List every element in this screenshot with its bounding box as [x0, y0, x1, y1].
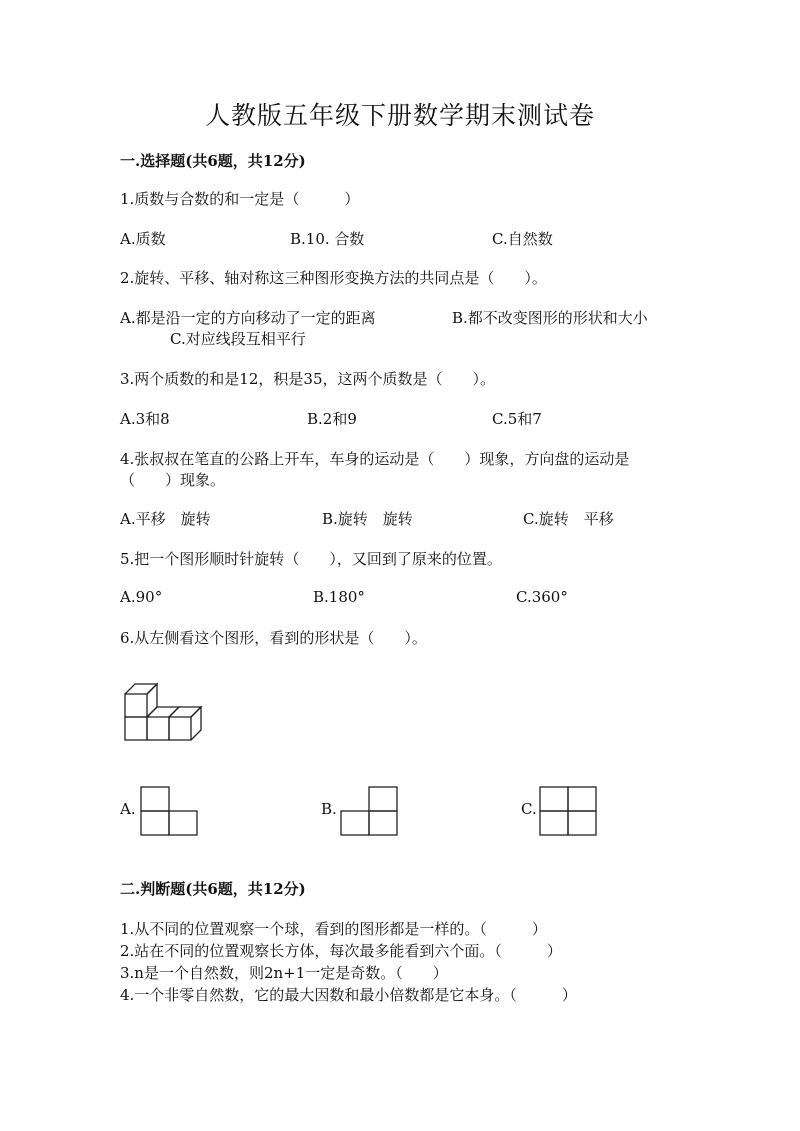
question-5-option-c: C.360° — [516, 588, 568, 606]
question-1-option-b: B.10. 合数 — [290, 230, 365, 248]
question-3-option-a: A.3和8 — [120, 410, 170, 428]
question-2-option-a: A.都是沿一定的方向移动了一定的距离 — [120, 309, 376, 327]
question-3: 3.两个质数的和是12，积是35，这两个质数是（ ）。 — [120, 370, 495, 388]
question-4-option-c: C.旋转 平移 — [523, 510, 614, 528]
question-6-option-c: C. — [521, 800, 537, 818]
question-1-option-a: A.质数 — [120, 230, 166, 248]
question-6: 6.从左侧看这个图形，看到的形状是（ ）。 — [120, 629, 427, 647]
question-5-option-a: A.90° — [120, 588, 163, 606]
question-6-option-b: B. — [321, 800, 337, 818]
question-4-option-b: B.旋转 旋转 — [322, 510, 413, 528]
question-5-option-b: B.180° — [313, 588, 365, 606]
section-heading-choice: 一.选择题(共6题，共12分) — [120, 152, 306, 170]
cube-stack-figure — [118, 680, 218, 744]
question-4-option-a: A.平移 旋转 — [120, 510, 211, 528]
question-2-option-b: B.都不改变图形的形状和大小 — [452, 309, 648, 327]
question-5: 5.把一个图形顺时针旋转（ ），又回到了原来的位置。 — [120, 550, 502, 568]
option-a-shape — [140, 786, 200, 836]
question-2: 2.旋转、平移、轴对称这三种图形变换方法的共同点是（ ）。 — [120, 269, 547, 287]
section-heading-judgment: 二.判断题(共6题，共12分) — [120, 880, 306, 898]
question-3-option-c: C.5和7 — [492, 410, 542, 428]
option-c-shape — [539, 786, 599, 836]
question-4: 4.张叔叔在笔直的公路上开车，车身的运动是（ ）现象，方向盘的运动是 — [120, 450, 630, 468]
judgment-item-4: 4.一个非零自然数，它的最大因数和最小倍数都是它本身。（ ） — [120, 986, 577, 1004]
judgment-item-1: 1.从不同的位置观察一个球，看到的图形都是一样的。（ ） — [120, 920, 547, 938]
judgment-item-3: 3.n是一个自然数，则2n+1一定是奇数。（ ） — [120, 964, 448, 982]
question-6-option-a: A. — [120, 800, 136, 818]
question-2-option-c: C.对应线段互相平行 — [170, 330, 306, 348]
question-1: 1.质数与合数的和一定是（ ） — [120, 190, 360, 208]
question-4-continued: （ ）现象。 — [120, 471, 226, 489]
question-3-option-b: B.2和9 — [307, 410, 357, 428]
option-b-shape — [340, 786, 400, 836]
question-1-option-c: C.自然数 — [492, 230, 553, 248]
page-title: 人教版五年级下册数学期末测试卷 — [204, 101, 595, 130]
judgment-item-2: 2.站在不同的位置观察长方体，每次最多能看到六个面。（ ） — [120, 942, 562, 960]
